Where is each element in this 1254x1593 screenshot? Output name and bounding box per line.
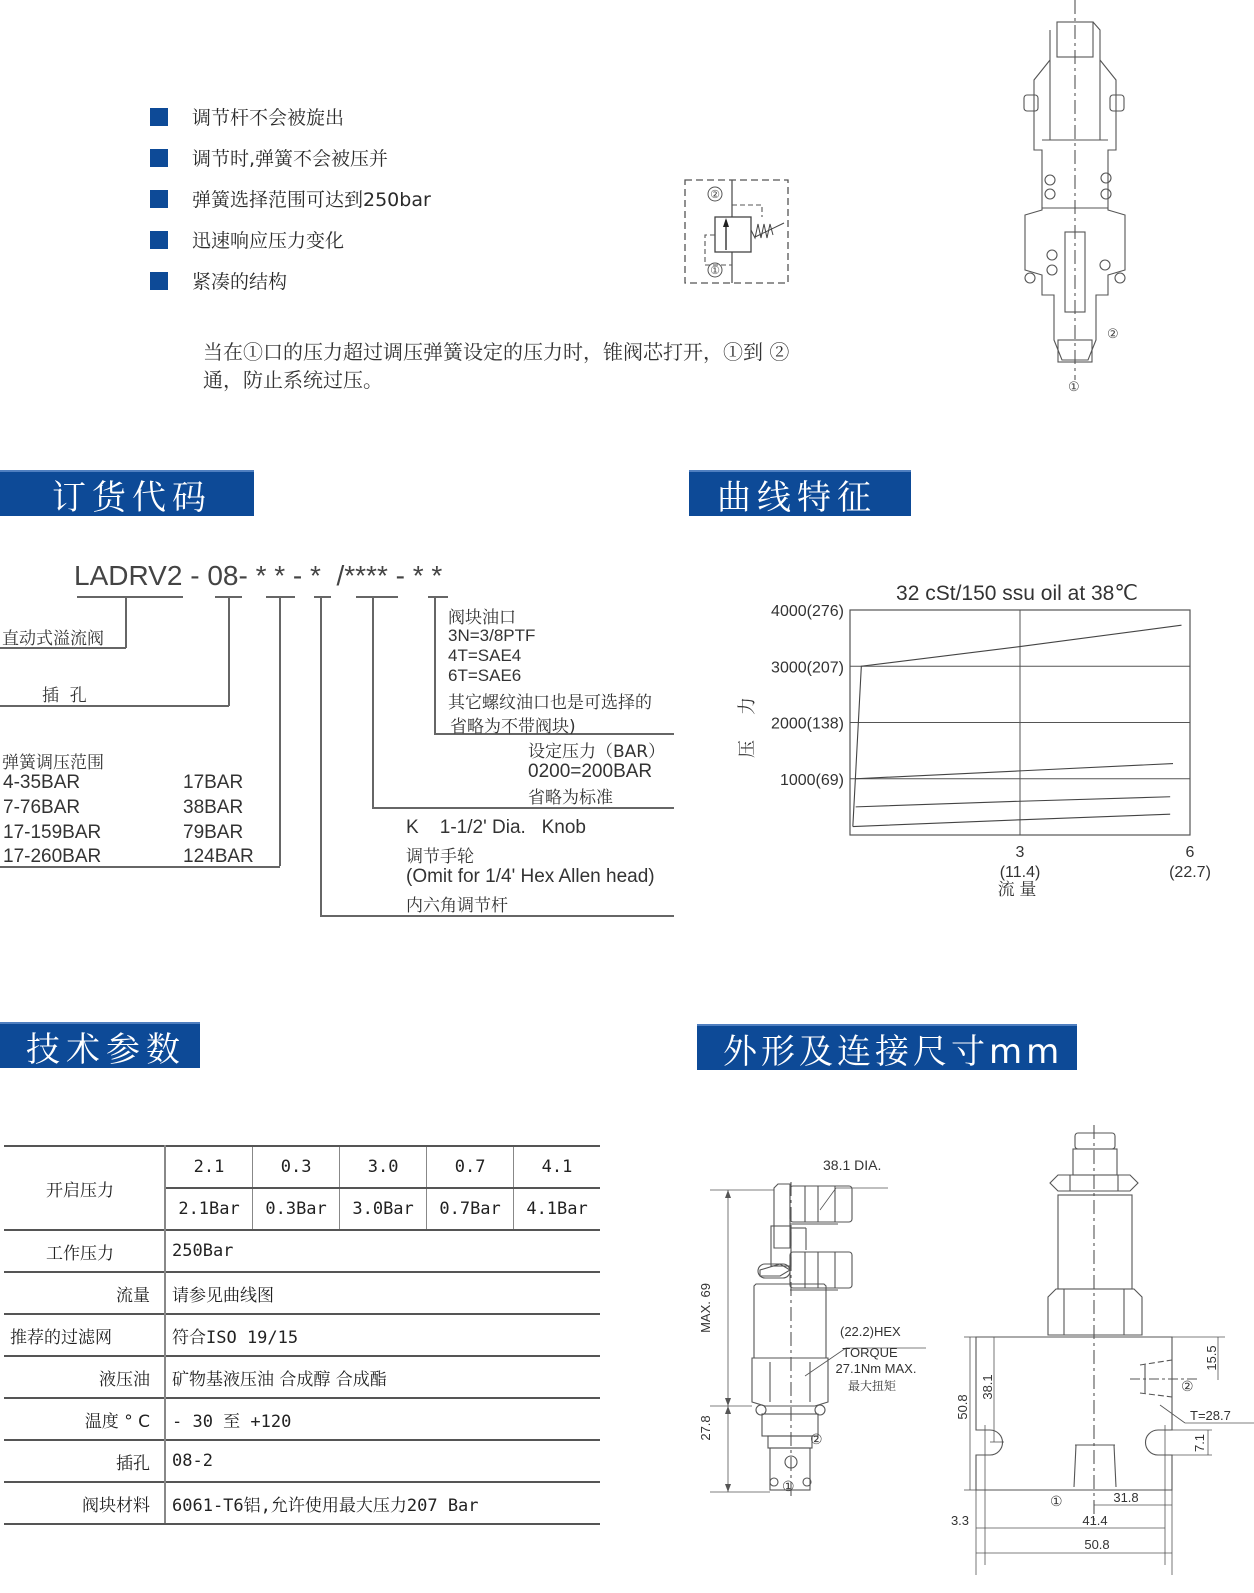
param-label: 阀块材料 <box>4 1482 165 1524</box>
spring-standard: 124BAR <box>183 846 254 867</box>
opening-value: 0.7Bar <box>427 1188 514 1230</box>
cartridge-port-2: ② <box>810 1431 823 1447</box>
valve-section-drawing <box>1000 0 1130 400</box>
opening-value: 2.1Bar <box>165 1188 253 1230</box>
description-line: 当在①口的压力超过调压弹簧设定的压力时，锥阀芯打开，①到 ② <box>203 340 790 364</box>
param-value: 08-2 <box>165 1440 600 1482</box>
hydraulic-symbol <box>680 175 795 290</box>
param-value: 矿物基液压油 合成醇 合成酯 <box>165 1356 600 1398</box>
spring-standard: 79BAR <box>183 822 244 843</box>
dim-50-8-width: 50.8 <box>1084 1537 1110 1552</box>
header-text: 订货代码 <box>52 477 212 518</box>
knob-option: K 1-1/2' Dia. Knob <box>406 817 586 838</box>
block-dimension-drawing <box>940 1125 1254 1585</box>
x-tick-sublabel: (22.7) <box>1169 864 1211 881</box>
feature-item <box>150 103 344 130</box>
leader-line <box>125 596 127 648</box>
param-label: 插孔 <box>4 1440 165 1482</box>
dim-15-5: 15.5 <box>1204 1345 1219 1371</box>
y-tick-label: 2000(138) <box>771 715 844 733</box>
opening-code: 4.1 <box>514 1146 600 1188</box>
section-port-2: ② <box>1107 326 1119 341</box>
feature-text: 紧凑的结构 <box>192 271 288 293</box>
section-header-curve <box>689 470 911 516</box>
dim-block-height: 50.8 <box>955 1394 970 1420</box>
x-tick-label: 6 <box>1185 844 1195 861</box>
param-label: 推荐的过滤网 <box>4 1314 165 1356</box>
leader-line <box>0 705 229 707</box>
table-row <box>4 1146 600 1188</box>
dim-knob-dia: 38.1 DIA. <box>823 1157 882 1173</box>
series-line-curve-4 <box>853 814 1170 826</box>
dim-torque: TORQUE <box>842 1345 898 1360</box>
table-row <box>4 1314 600 1356</box>
port-option: 3N=3/8PTF <box>448 626 536 645</box>
spring-range-title: 弹簧调压范围 <box>2 753 104 773</box>
table-row <box>4 1398 600 1440</box>
dim-t-value: T=28.7 <box>1190 1408 1231 1423</box>
series-line-curve-3 <box>856 797 1171 807</box>
cartridge-dimension-drawing <box>690 1140 930 1500</box>
dim-3-3: 3.3 <box>950 1513 970 1528</box>
leader-line <box>320 596 322 916</box>
feature-text: 调节杆不会被旋出 <box>192 107 345 129</box>
feature-text: 调节时,弹簧不会被压并 <box>192 148 389 170</box>
section-header-dimensions <box>697 1024 1077 1070</box>
spring-standard: 38BAR <box>183 797 244 818</box>
port-2-label: ② <box>710 189 720 201</box>
table-row <box>4 1356 600 1398</box>
cartridge-port-1: ① <box>782 1478 795 1494</box>
header-text: 技术参数 <box>26 1029 186 1070</box>
feature-text: 迅速响应压力变化 <box>192 230 345 252</box>
block-port-1: ① <box>1050 1493 1063 1509</box>
opening-code: 3.0 <box>340 1146 427 1188</box>
dim-41-4: 41.4 <box>1082 1513 1108 1528</box>
chart-x-label: 流 量 <box>997 880 1037 899</box>
port-option: 4T=SAE4 <box>448 646 522 665</box>
series-line-curve-1 <box>853 625 1182 826</box>
dim-31-8: 31.8 <box>1113 1490 1139 1505</box>
bullet-square-icon <box>150 149 168 167</box>
leader-line <box>434 596 436 734</box>
dim-38-1: 38.1 <box>980 1374 995 1400</box>
port-1-label: ① <box>710 265 720 277</box>
port-option: 其它螺纹油口也是可选择的 <box>448 693 652 713</box>
param-label: 液压油 <box>4 1356 165 1398</box>
header-text: 曲线特征 <box>717 477 877 518</box>
param-value: 250Bar <box>165 1230 600 1272</box>
param-label: 流量 <box>4 1272 165 1314</box>
chart-y-label: 压 力 <box>737 686 757 759</box>
y-tick-label: 3000(207) <box>771 659 844 677</box>
model-code: LADRV2 - 08- * * - * /**** - * * <box>74 560 443 591</box>
leader-line <box>372 807 674 809</box>
description-line: 通，防止系统过压。 <box>203 368 383 392</box>
param-value: 符合ISO 19/15 <box>165 1314 600 1356</box>
dim-max-torque-cn: 最大扭矩 <box>847 1379 897 1393</box>
bullet-square-icon <box>150 231 168 249</box>
set-pressure-example: 0200=200BAR <box>528 761 653 782</box>
allen-option-cn: 内六角调节杆 <box>406 896 508 916</box>
param-label: 温度 ° C <box>4 1398 165 1440</box>
block-port-2: ② <box>1181 1378 1194 1394</box>
feature-item <box>150 185 431 212</box>
section-port-1: ① <box>1068 379 1080 394</box>
allen-option: (Omit for 1/4' Hex Allen head) <box>406 866 655 887</box>
tech-params-table <box>4 1145 600 1525</box>
code-underline <box>314 596 331 598</box>
dim-torque-value: 27.1Nm MAX. <box>835 1361 917 1376</box>
feature-item <box>150 144 388 171</box>
table-row <box>4 1482 600 1524</box>
y-tick-label: 4000(276) <box>771 603 844 620</box>
header-text: 外形及连接尺寸mm <box>723 1031 1064 1072</box>
opening-code: 0.7 <box>427 1146 514 1188</box>
code-underline <box>428 596 448 598</box>
set-pressure-default: 省略为标准 <box>528 788 613 808</box>
spring-range: 17-159BAR <box>3 822 102 843</box>
series-line-curve-2 <box>856 764 1173 779</box>
table-row <box>4 1230 600 1272</box>
opening-code: 0.3 <box>253 1146 340 1188</box>
table-row <box>4 1440 600 1482</box>
bullet-square-icon <box>150 108 168 126</box>
param-label: 工作压力 <box>4 1230 165 1272</box>
port-option: 6T=SAE6 <box>448 666 522 685</box>
dim-7-1: 7.1 <box>1192 1433 1207 1453</box>
dim-hex: (22.2)HEX <box>840 1324 901 1339</box>
bullet-square-icon <box>150 190 168 208</box>
x-tick-sublabel: (11.4) <box>999 864 1041 881</box>
pressure-flow-chart <box>720 575 1230 905</box>
function-description <box>203 338 903 394</box>
opening-value: 3.0Bar <box>340 1188 427 1230</box>
leader-line <box>228 596 230 706</box>
code-underline <box>77 596 183 598</box>
feature-item <box>150 226 344 253</box>
port-option: 省略为不带阀块) <box>450 717 576 737</box>
code-underline <box>266 596 295 598</box>
param-value: 6061-T6铝,允许使用最大压力207 Bar <box>165 1482 600 1524</box>
param-value: - 30 至 +120 <box>165 1398 600 1440</box>
opening-pressure-label: 开启压力 <box>4 1146 165 1230</box>
knob-option-cn: 调节手轮 <box>406 847 474 867</box>
spring-range: 7-76BAR <box>3 797 81 818</box>
bullet-square-icon <box>150 272 168 290</box>
set-pressure-title: 设定压力（BAR） <box>528 742 666 762</box>
spring-range: 4-35BAR <box>3 772 81 793</box>
spring-range: 17-260BAR <box>3 846 102 867</box>
y-tick-label: 1000(69) <box>779 771 844 789</box>
opening-code: 2.1 <box>165 1146 253 1188</box>
port-title: 阀块油口 <box>448 608 516 628</box>
leader-line <box>372 596 374 808</box>
section-header-tech-params <box>0 1022 200 1068</box>
section-header-order-code <box>0 470 254 516</box>
code-underline <box>356 596 398 598</box>
dim-max-height: MAX. 69 <box>698 1283 713 1333</box>
spring-standard: 17BAR <box>183 772 244 793</box>
chart-title: 32 cSt/150 ssu oil at 38℃ <box>896 582 1138 605</box>
opening-value: 4.1Bar <box>514 1188 600 1230</box>
feature-text: 弹簧选择范围可达到250bar <box>192 189 431 211</box>
feature-item <box>150 267 287 294</box>
x-tick-label: 3 <box>1015 844 1025 861</box>
opening-value: 0.3Bar <box>253 1188 340 1230</box>
leader-line <box>279 596 281 866</box>
param-value: 请参见曲线图 <box>165 1272 600 1314</box>
direct-valve-label: 直动式溢流阀 <box>2 629 104 649</box>
dim-lower-length: 27.8 <box>698 1415 713 1441</box>
table-row <box>4 1272 600 1314</box>
cavity-label: 插 孔 <box>42 686 87 706</box>
